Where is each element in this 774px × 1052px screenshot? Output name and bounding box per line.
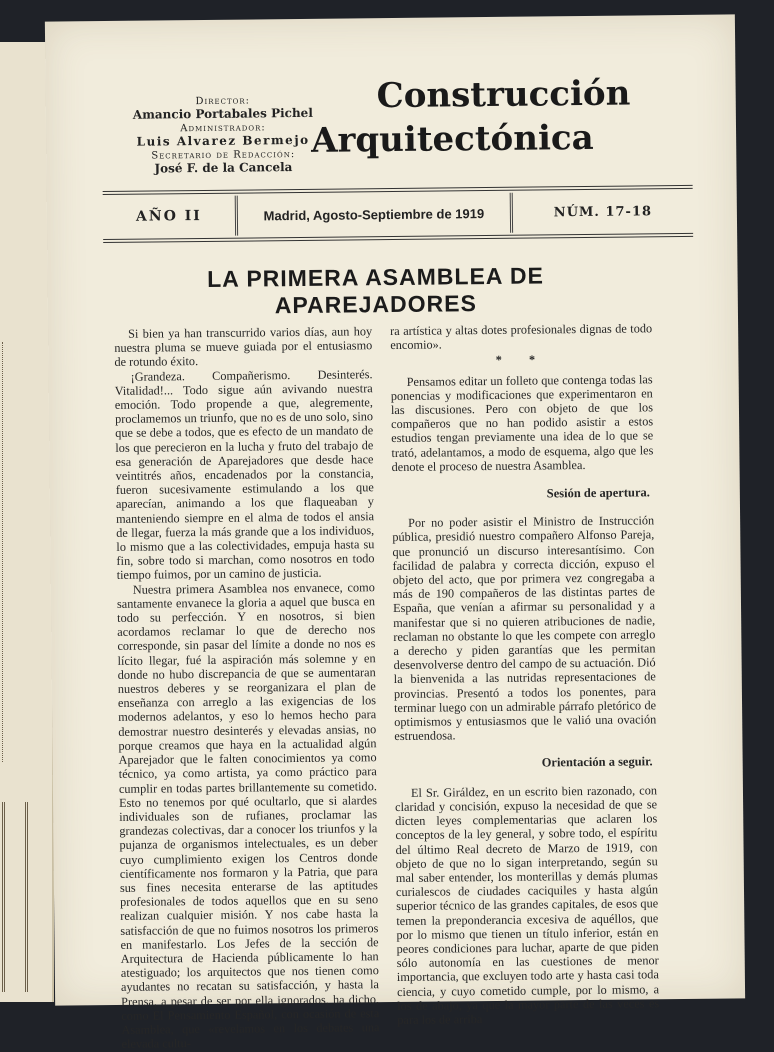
section-heading-orientation: Orientación a seguir.	[541, 754, 653, 770]
director-role: Director:	[195, 95, 251, 108]
issue-date: Madrid, Agosto-Septiembre de 1919	[238, 193, 513, 236]
issue-info-bar	[103, 191, 693, 237]
adjacent-page-border	[2, 342, 13, 762]
title-line-2: Arquitectónica	[310, 117, 594, 161]
left-column	[114, 324, 380, 1051]
admin-role: Administrador:	[180, 122, 266, 135]
newspaper-page	[45, 14, 745, 1052]
title-line-1: Construcción	[376, 73, 631, 117]
adjacent-page-ornament	[2, 802, 28, 992]
right-column	[390, 321, 659, 1027]
section-separator: * *	[495, 352, 548, 368]
paragraph: Nuestra primera Asamblea nos envanece, como santamente envanece la gloria a aquel que busca en todo su perfección. Y en nosotros, si bien acordamos reclamar lo que de derecho nos corresponde, sin pasar del límite a donde no nos es lícito llegar, fué la aspiración más solemne y en donde no hubo discrepancia de que se aumentaran nuestros deberes y se reorganizara el plan de enseñanza con arreglo a las exigencias de los modernos adelantos, y eso lo hemos hecho para demostrar nuestro desinterés y elevadas ansias, no porque creamos que haya en la actualidad algún Aparejador que le falten conocimientos ya como técnico, ya como artista, ya como práctico para cumplir en todas partes brillantemente su cometido. Esto no tenemos por qué ocultarlo, que si alardes individuales son de rufianes, proclamar las grandezas colectivas, dar a conocer los triunfos y la pujanza de organismos intelectuales, es un deber cuyo cumplimiento exigen los Centros donde científicamente nos formaron y la Patria, que para sus fines necesita enterarse de las aptitudes profesionales de todos aquellos que en su seno realizan cualquier misión. Y nos cabe hasta la satisfacción de que no fuimos nosotros los primeros en manifestarlo. Los Jefes de la sección de Arquitectura de Hacienda públicamente lo han atestiguado; los arquitectos que nos tienen como ayudantes no recatan su satisfacción, y hasta la Prensa, a pesar de ser por ella ignorados, ha dicho, como El Pensamiento Español, con ocasión de esta Asamblea, que «revelamos en los debates una elevada cultu-	[116, 579, 380, 1052]
paragraph: Si bien ya han transcurrido varios días, aun hoy nuestra pluma se mueve guiada por el entusiasmo de rotundo éxito.	[114, 324, 373, 370]
secretary-name: José F. de la Cancela	[154, 160, 293, 176]
issue-number: NÚM. 17-18	[553, 203, 653, 220]
paragraph: Por no poder asistir el Ministro de Instrucción pública, presidió nuestro compañero Alfonso Pareja, que pronunció un discurso interesantísimo. Con facilidad de palabra y correcta dicción, expuso el objeto del acto, que por primera vez congregaba a más de 190 compañeros de las distintas partes de España, que venían a afirmar su personalidad y a manifestar que si no quieren atribuciones de nadie, reclaman no obstante lo que les compete con arreglo a derecho y piden garantías que les permitan desenvolverse dentro del campo de su actuación. Dió la bienvenida a las nutridas representaciones de provincias. Presentó a todos los ponentes, para terminar luego con un admirable párrafo pletórico de optimismos y entusiasmos que le valió una ovación estruendosa.	[392, 513, 657, 744]
paragraph: ¡Grandeza. Compañerismo. Desinterés. Vitalidad!... Todo sigue aún avivando nuestra emoción. Todo propende a que, alegremente, proclamemos un triunfo, que no es de uno solo, sino que se debe a todos, que es efecto de un mandato de los que perecieron en la lucha y fruto del trabajo de esa generación de Aparejadores que desde hace veintitrés años, encadenados por la constancia, fueron sucesivamente estimulando a los que aparecían, animando a los que flaqueaban y manteniendo siempre en el alma de todos el ansia de llegar, fuerza la más grande que a los individuos, lo mismo que a las colectividades, empuja hasta su fin, sobre todo si marchan, como nosotros en todo tiempo fuimos, por un camino de justicia.	[114, 366, 375, 583]
issue-year: AÑO II	[103, 196, 238, 237]
section-heading-opening: Sesión de apertura.	[546, 485, 650, 501]
paragraph: El Sr. Giráldez, en un escrito bien razonado, con claridad y concisión, expuso la necesidad de que se dicten leyes complementarias que aclaren los conceptos de la ley general, y sobre todo, el espíritu del último Real decreto de Marzo de 1919, con objeto de que no lo sigan interpretando, según su mal saber entender, los monterillas y demás plumas curialescos de ciudades caciquiles y hasta algún superior técnico de las grandes capitales, de esos que temen la preponderancia excesiva de aquéllos, que por lo mismo que tienen un título inferior, están en peores condiciones para luchar, aparte de que piden sólo autonomía en las cuestiones de menor importancia, que excluyen todo arte y hasta casi toda ciencia, y cuyo cometido cumple, por lo mismo, a los de abajo, ya que la mayor parte de las veces es para los de arriba	[395, 782, 660, 1027]
secretary-role: Secretario de Redacción:	[151, 149, 296, 162]
paragraph: Pensamos editar un folleto que contenga todas las ponencias y modificaciones que experimentaron en las discusiones. Pero con objeto de que los compañeros que no han podido asistir a estos estudios tengan previamente una idea de lo que se trató, adelantamos, a modo de esquema, algo que les denote el proceso de nuestra Asamblea.	[390, 371, 654, 474]
admin-name: Luis Alvarez Bermejo	[136, 132, 310, 149]
paragraph: ra artística y altas dotes profesionales dignas de todo encomio».	[390, 321, 653, 353]
article-headline: LA PRIMERA ASAMBLEA DE APAREJADORES	[207, 262, 545, 319]
director-name: Amancio Portabales Pichel	[132, 105, 313, 122]
publication-title	[310, 71, 651, 163]
